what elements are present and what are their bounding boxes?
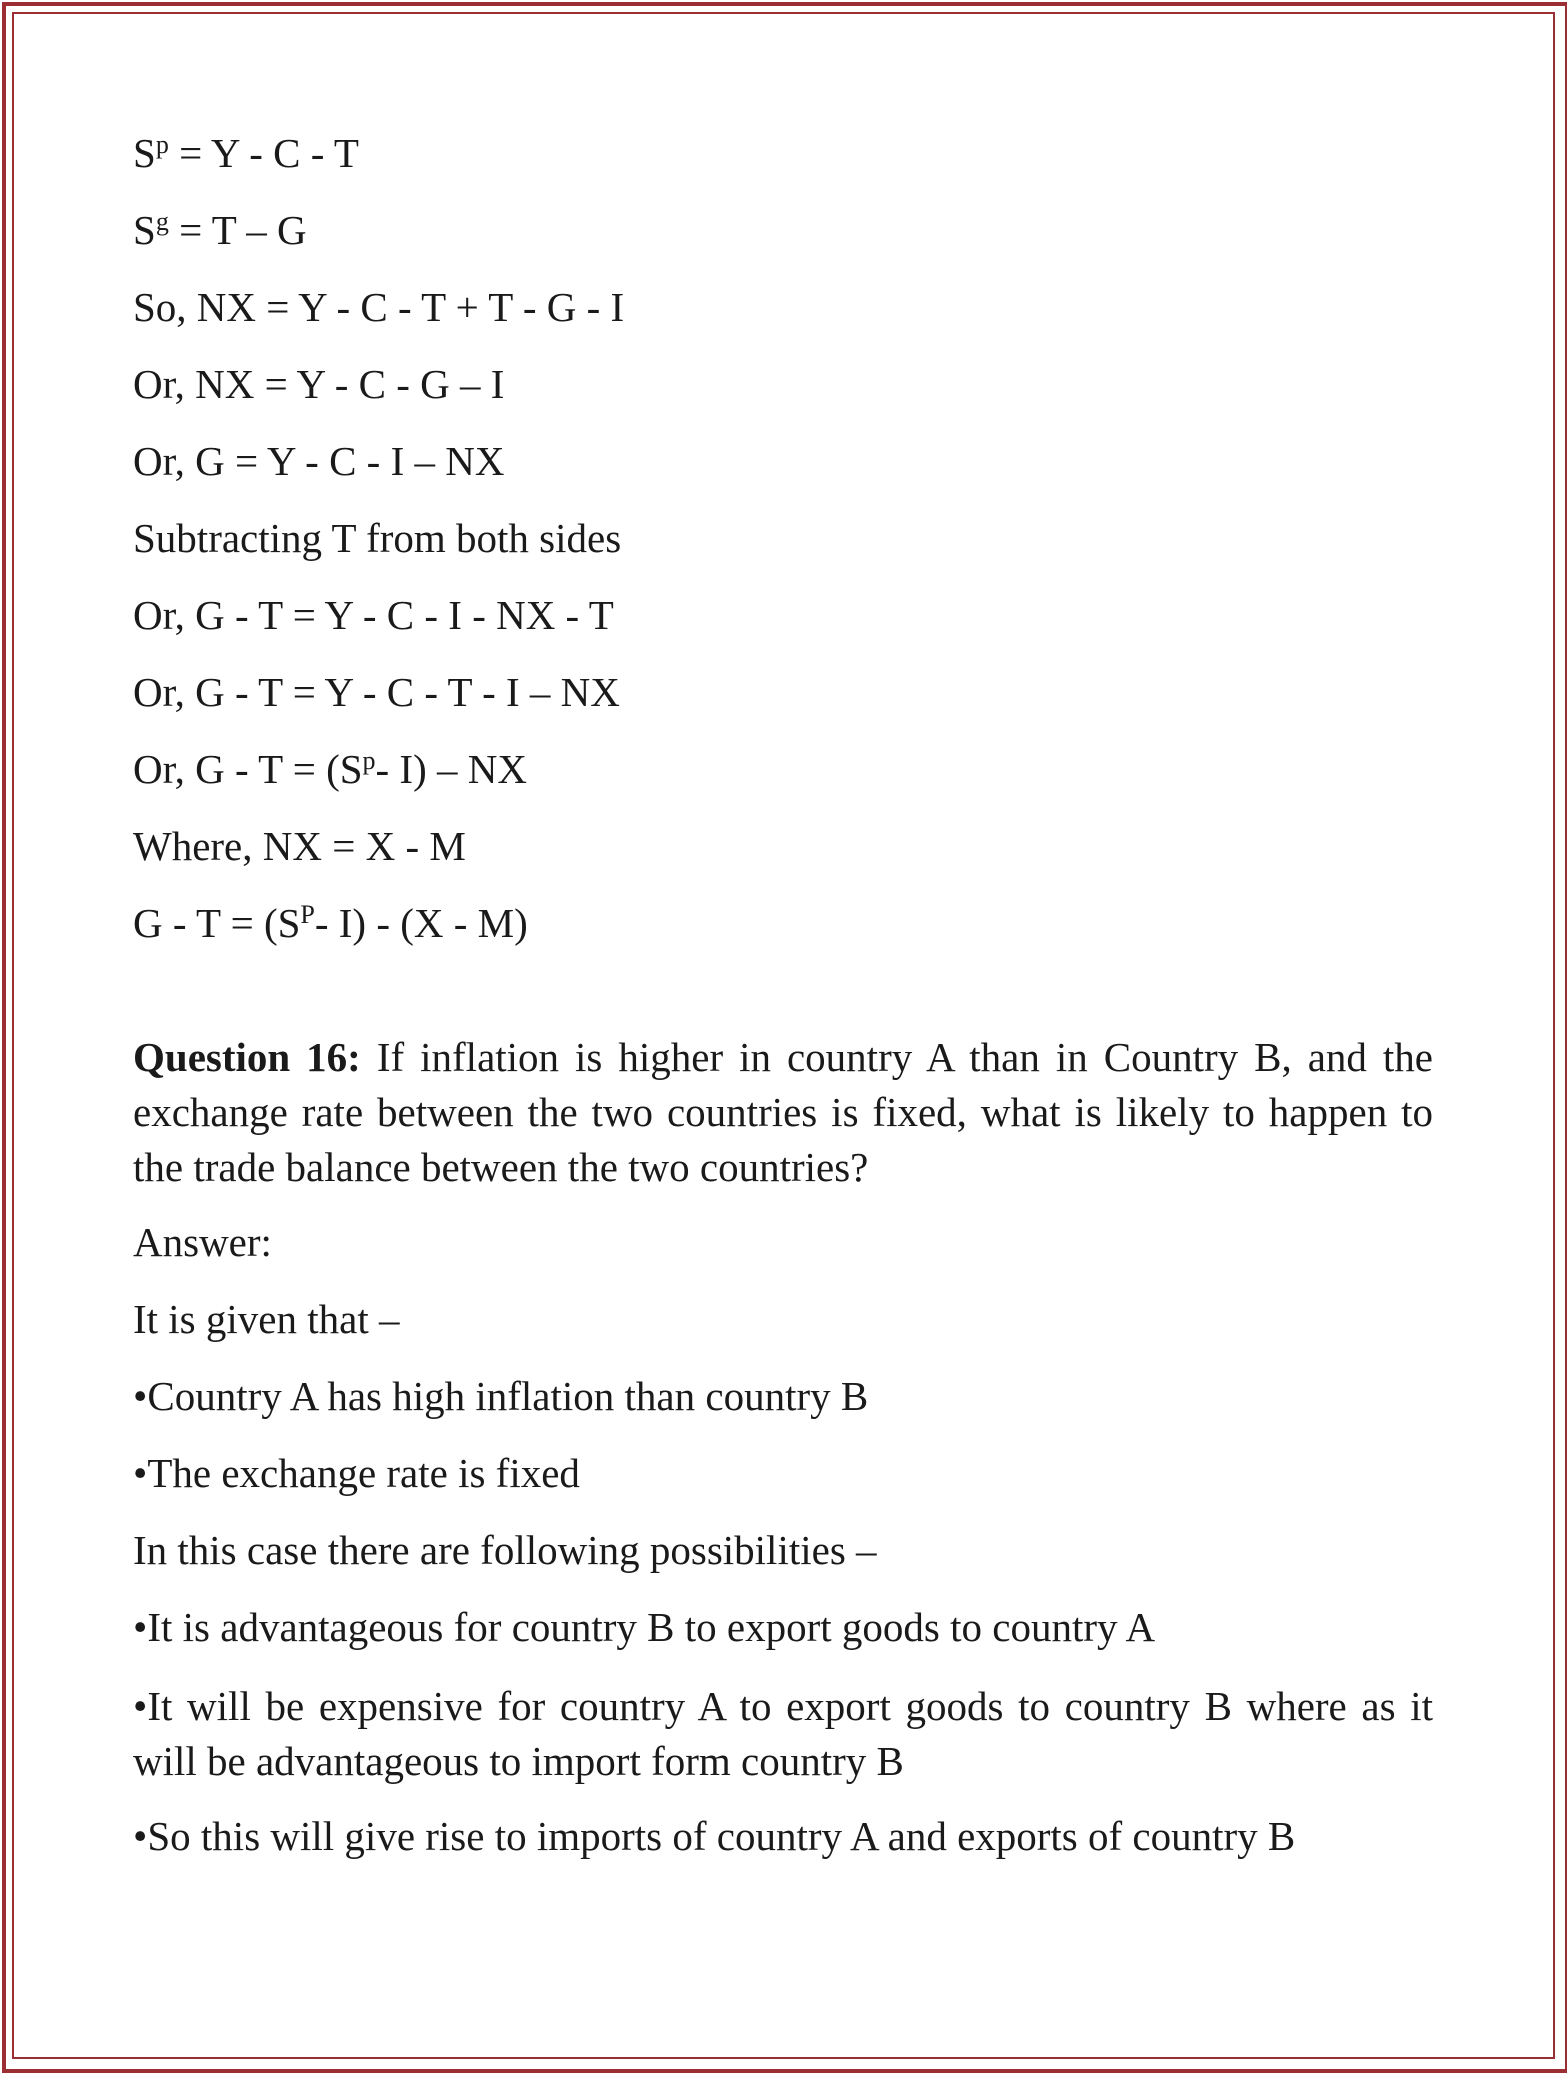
equation-line: Or, NX = Y - C - G – I — [133, 361, 505, 407]
section-spacer — [133, 975, 1433, 1030]
equation-line: Subtracting T from both sides — [133, 515, 622, 561]
equation-line: Where, NX = X - M — [133, 823, 466, 869]
equation-line: Or, G = Y - C - I – NX — [133, 438, 505, 484]
equation-line: Or, $G - T = (S^p-$ I) – NX — [133, 746, 527, 792]
bullet-item: •The exchange rate is fixed — [133, 1450, 580, 1496]
equation-line: So, NX = Y - C - T + T - G - I — [133, 284, 625, 330]
equation-line: Or, G - T = Y - C - I - NX - T — [133, 592, 614, 638]
question-text: If inflation is higher in country A than in Country B, and the exchange rate between the two countries is fixed, what is likely to happen to the trade balance between the two countries? — [133, 1034, 1433, 1190]
equation-line: $S^g = T - G$ — [133, 207, 307, 253]
equation-line: Or, G - T = Y - C - T - I – NX — [133, 669, 620, 715]
bullet-item: •It will be expensive for country A to export goods to country B where as it will be advantageous to import form country B — [133, 1683, 1433, 1784]
answer-line: It is given that – — [133, 1296, 400, 1342]
bullet-item: •So this will give rise to imports of country A and exports of country B — [133, 1813, 1296, 1859]
equation-line: $G - T = (S^P-$ I) - (X - M) — [133, 900, 528, 946]
answer-line: In this case there are following possibilities – — [133, 1527, 877, 1573]
page-content — [133, 128, 1433, 1888]
answer-heading: Answer: — [133, 1219, 272, 1265]
bullet-item: •Country A has high inflation than country B — [133, 1373, 869, 1419]
question-label: Question 16: — [133, 1034, 361, 1080]
bullet-item: •It is advantageous for country B to export goods to country A — [133, 1604, 1156, 1650]
question-paragraph — [133, 1030, 1433, 1195]
equation-line: $S^p = Y - C - T$ — [133, 130, 359, 176]
